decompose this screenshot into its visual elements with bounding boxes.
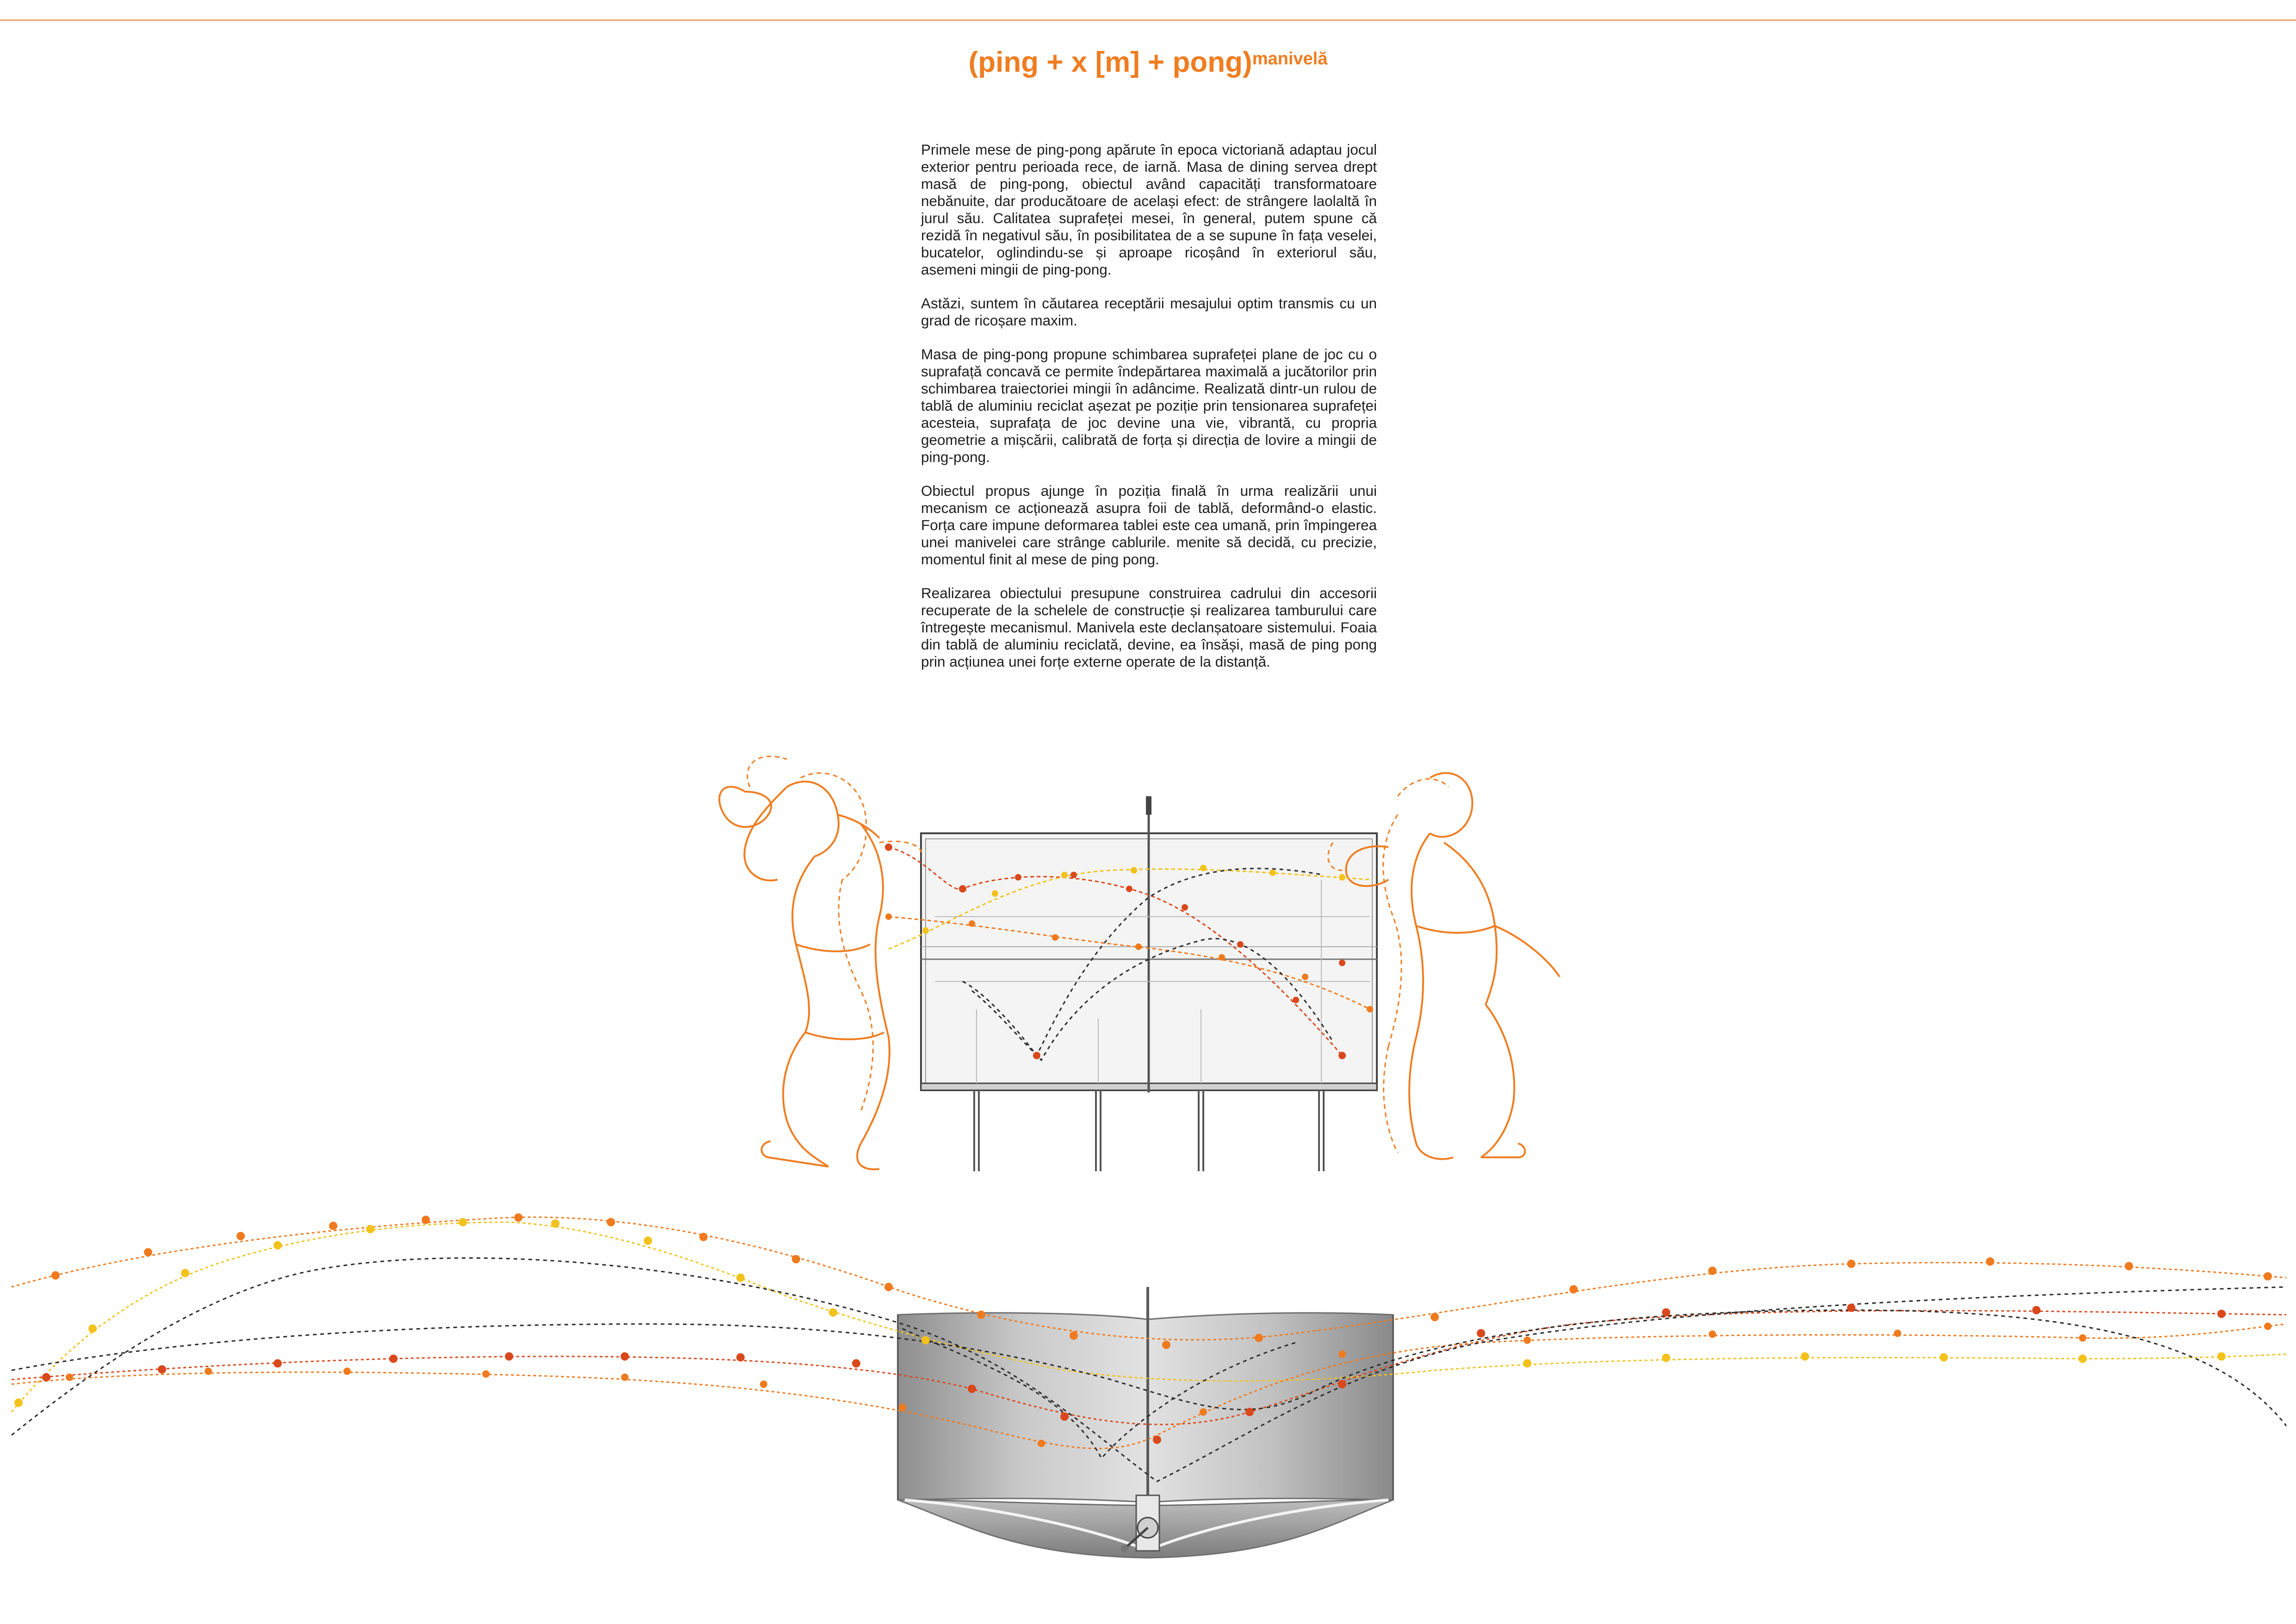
paragraph-2: Astăzi, suntem în căutarea receptării mesajului optim transmis cu un grad de ricoșare maxim. [921, 295, 1377, 329]
aluminium-sheet [898, 1313, 1393, 1502]
right-player-outline [1346, 773, 1560, 1159]
concave-table [898, 1287, 1393, 1558]
paragraph-1: Primele mese de ping-pong apărute în epoca victoriană adaptau jocul exterior pentru perioada rece, de iarnă. Masa de dining servea drept masă de ping-pong, obiectul având capacități transformatoare nebănuite, dar producătoare de același efect: de strângere laolaltă în jurul său. Calitatea suprafeței mesei, în general, putem spune că rezidă în negativul său, în posibilitatea de a se supune în fața veselei, bucatelor, oglindindu-se și aproape ricoșând în exteriorul său, asemeni mingii de ping-pong. [921, 141, 1377, 278]
net-post-top [1146, 796, 1151, 815]
table-elevation [719, 756, 1560, 1171]
paragraph-4: Obiectul propus ajunge în poziția finală în urma realizării unui mecanism ce acționează asupra foii de tablă, deformând-o elastic. Forța care impune deformarea tablei este cea umană, prin împingerea unei manivelei care strânge cablurile. menite să decidă, cu precizie, momentul finit al mese de ping pong. [921, 482, 1377, 568]
left-player-outline [719, 781, 890, 1169]
title-main: (ping + x [m] + pong) [968, 46, 1252, 78]
title-superscript: manivelă [1252, 49, 1328, 69]
paragraph-5: Realizarea obiectului presupune construirea cadrului din accesorii recuperate de la schelele de construcție și realizarea tamburului care întregește mecanismul. Manivela este declanșatoare sistemului. Foaia din tablă de aluminiu reciclată, devine, ea însăși, masă de ping pong prin acțiunea unei forțe externe operate de la distanță. [921, 585, 1377, 670]
table-legs [974, 1090, 1324, 1171]
left-player-ghost [747, 756, 922, 1111]
paragraph-3: Masa de ping-pong propune schimbarea suprafeței plane de joc cu o suprafață concavă ce permite îndepărtarea maximală a jucătorilor prin schimbarea traiectoriei mingii în adâncime. Realizată dintr-un rulou de tablă de aluminiu reciclat așezat pe poziție prin tensionarea suprafeței acesteia, suprafața de joc devine una vie, vibrantă, cu propria geometrie a mișcării, calibrată de forța și direcția de lovire a mingii de ping-pong. [921, 346, 1377, 465]
